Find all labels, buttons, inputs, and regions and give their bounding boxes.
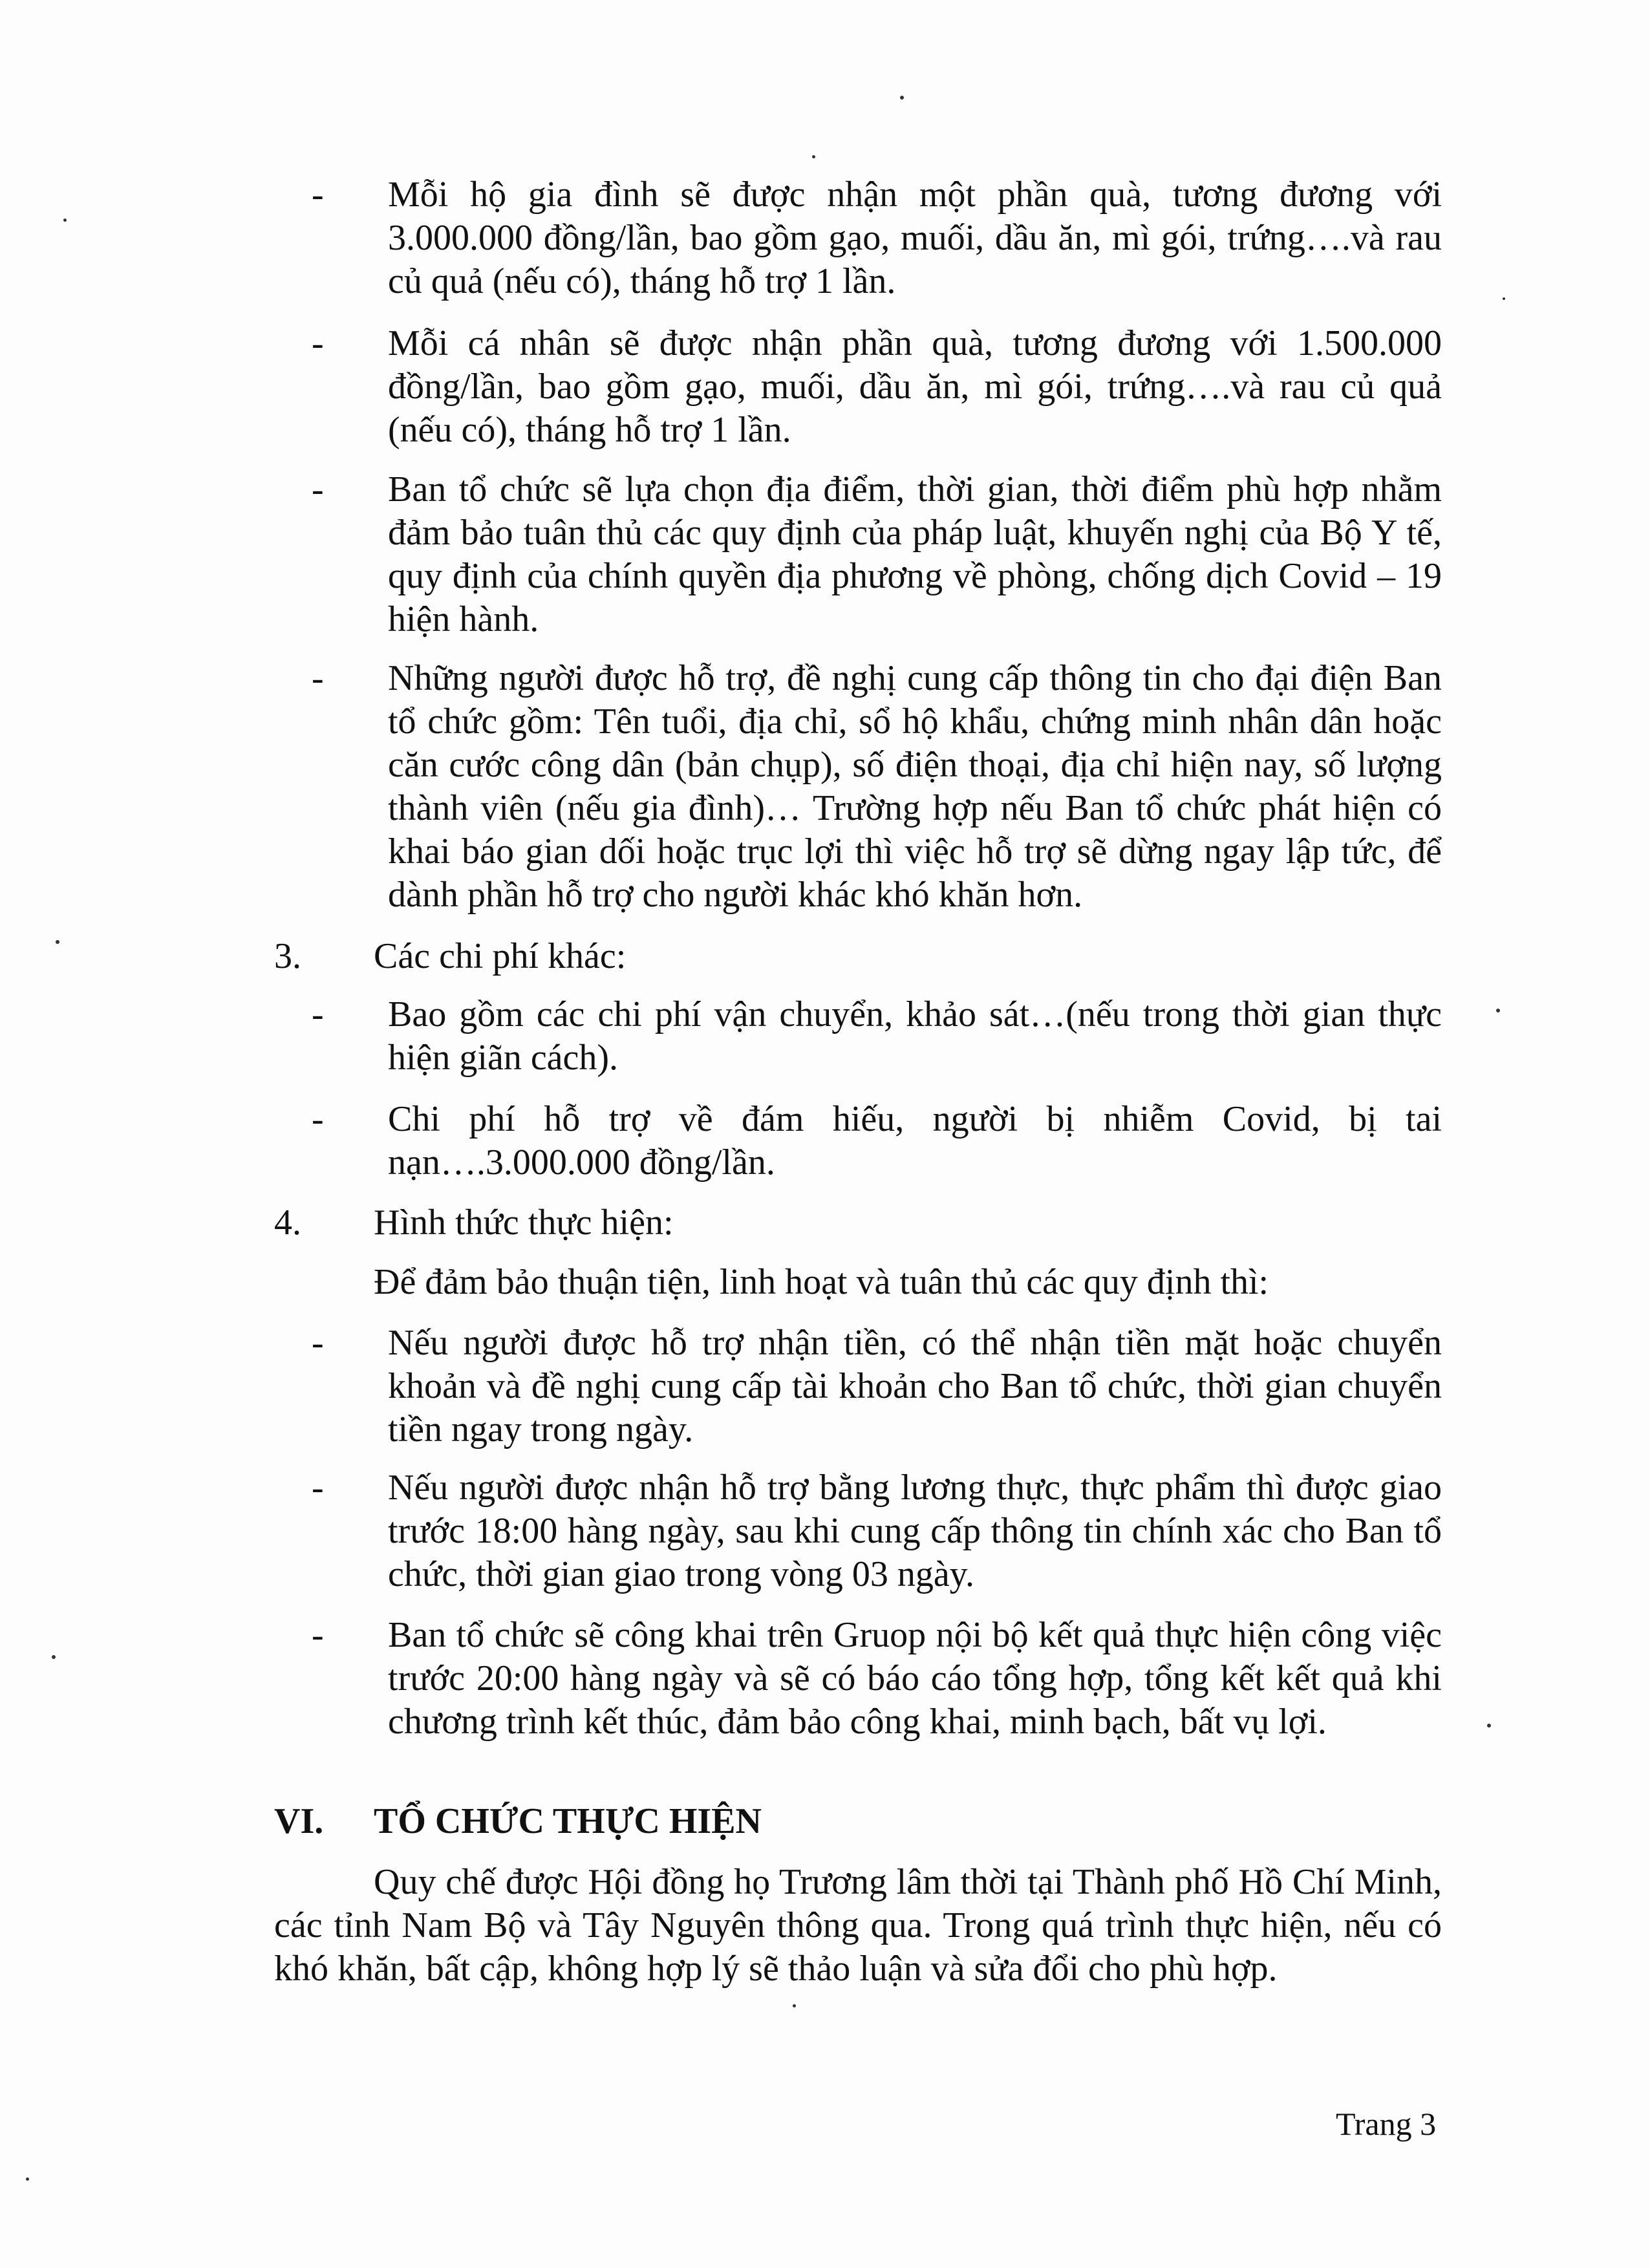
scan-speck (900, 96, 904, 100)
bullet-text: Những người được hỗ trợ, đề nghị cung cấp thông tin cho đại điện Ban tổ chức gồm: Tên tuổi, địa chỉ, sổ hộ khẩu, chứng minh nhân dân hoặc căn cước công dân (bản chụp), số điện thoại, địa chỉ hiện nay, số lượng thành viên (nếu gia đình)… Trường hợp nếu Ban tổ chức phát hiện có khai báo gian dối hoặc trục lợi thì việc hỗ trợ sẽ dừng ngay lập tức, để dành phần hỗ trợ cho người khác khó khăn hơn. (388, 658, 1442, 915)
scan-speck (63, 219, 67, 222)
scan-speck (1487, 1724, 1491, 1728)
bullet-text: Nếu người được nhận hỗ trợ bằng lương thực, thực phẩm thì được giao trước 18:00 hàng ngày, sau khi cung cấp thông tin chính xác cho Ban tổ chức, thời gian giao trong vòng 03 ngày. (388, 1468, 1442, 1594)
bullet-dash: - (312, 469, 324, 509)
bullet-text: Nếu người được hỗ trợ nhận tiền, có thể nhận tiền mặt hoặc chuyển khoản và đề nghị cung cấp tài khoản cho Ban tổ chức, thời gian chuyển tiền ngay trong ngày. (388, 1323, 1442, 1450)
bullet-text: Mỗi cá nhân sẽ được nhận phần quà, tương đương với 1.500.000 đồng/lần, bao gồm gạo, muối, dầu ăn, mì gói, trứng….và rau củ quả (nếu có), tháng hỗ trợ 1 lần. (388, 323, 1442, 450)
bullet-text: Mỗi hộ gia đình sẽ được nhận một phần quà, tương đương với 3.000.000 đồng/lần, bao gồm gạo, muối, dầu ăn, mì gói, trứng….và rau củ quả (nếu có), tháng hỗ trợ 1 lần. (388, 175, 1442, 301)
bullet-dash: - (312, 1615, 324, 1655)
scan-speck (26, 2177, 29, 2181)
scan-speck (793, 2004, 796, 2007)
bullet-text: Ban tổ chức sẽ công khai trên Gruop nội bộ kết quả thực hiện công việc trước 20:00 hàng ngày và sẽ có báo cáo tổng hợp, tổng kết kết quả khi chương trình kết thúc, đảm bảo công khai, minh bạch, bất vụ lợi. (388, 1615, 1442, 1742)
scan-speck (1503, 297, 1505, 300)
bullet-text: Ban tổ chức sẽ lựa chọn địa điểm, thời gian, thời điểm phù hợp nhằm đảm bảo tuân thủ các quy định của pháp luật, khuyến nghị của Bộ Y tế, quy định của chính quyền địa phương về phòng, chống dịch Covid – 19 hiện hành. (388, 469, 1442, 639)
list-heading: Các chi phí khác: (374, 936, 627, 976)
scan-speck (812, 155, 815, 158)
bullet-dash: - (312, 994, 324, 1034)
bullet-dash: - (312, 1468, 324, 1508)
bullet-dash: - (312, 1323, 324, 1363)
bullet-dash: - (312, 658, 324, 698)
list-number: 3. (274, 936, 301, 976)
intro-sentence: Để đảm bảo thuận tiện, linh hoạt và tuân thủ các quy định thì: (374, 1262, 1269, 1302)
bullet-dash: - (312, 1099, 324, 1139)
bullet-dash: - (312, 323, 324, 363)
closing-paragraph: Quy chế được Hội đồng họ Trương lâm thời tại Thành phố Hồ Chí Minh, các tỉnh Nam Bộ và Tây Nguyên thông qua. Trong quá trình thực hiện, nếu có khó khăn, bất cập, không hợp lý sẽ thảo luận và sửa đổi cho phù hợp. (274, 1862, 1442, 1989)
scan-speck (1496, 1009, 1500, 1012)
section-number: VI. (274, 1801, 324, 1841)
list-heading: Hình thức thực hiện: (374, 1203, 674, 1243)
section-title: TỔ CHỨC THỰC HIỆN (374, 1801, 762, 1841)
bullet-text: Bao gồm các chi phí vận chuyển, khảo sát…(nếu trong thời gian thực hiện giãn cách). (388, 994, 1442, 1078)
scan-speck (52, 1655, 56, 1659)
page-number: Trang 3 (1336, 2106, 1437, 2142)
bullet-dash: - (312, 175, 324, 215)
list-number: 4. (274, 1203, 301, 1243)
bullet-text: Chi phí hỗ trợ về đám hiếu, người bị nhiễm Covid, bị tai nạn….3.000.000 đồng/lần. (388, 1099, 1442, 1182)
scan-speck (56, 940, 59, 944)
